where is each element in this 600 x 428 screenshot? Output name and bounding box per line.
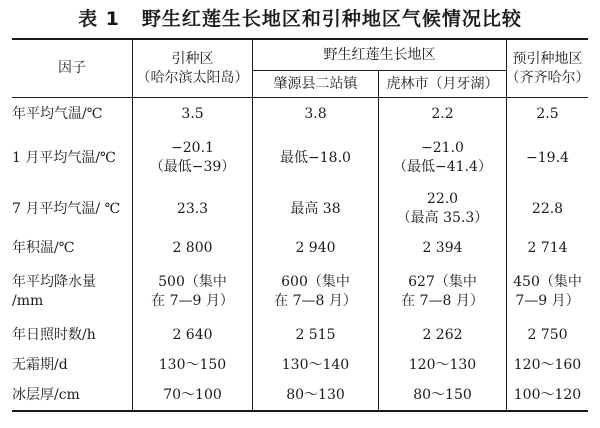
cell-text-line: 2.5 (536, 105, 559, 122)
cell-text-line: 2 714 (527, 239, 568, 256)
cell-intro-area (133, 186, 252, 232)
cell-text-line: −19.4 (526, 149, 569, 166)
cell-wild-site-2 (379, 98, 506, 130)
cell-wild-site-1 (253, 320, 378, 350)
cell-text-line: −20.1 (171, 140, 214, 156)
header-pre-area (507, 40, 588, 97)
cell-text-line: 2 394 (422, 239, 463, 256)
table-title (0, 4, 600, 31)
cell-text-line: 在 7—8 月） (274, 293, 357, 309)
cell-text-line: 年积温/℃ (12, 239, 75, 256)
cell-text-line: 无霜期/d (12, 357, 68, 373)
cell-text-line: （最低−39） (149, 159, 236, 175)
header-pre-area-label: 预引种地区 (512, 50, 583, 67)
cell-text-line: 年平均降水量 (12, 274, 96, 290)
row-factor (12, 264, 132, 320)
cell-wild-site-1 (253, 130, 378, 186)
cell-text-line: 2 750 (527, 326, 568, 343)
header-intro-site-label: （哈尔滨太阳岛） (136, 69, 249, 86)
cell-text-line: 7—9 月） (515, 293, 580, 309)
cell-wild-site-2 (379, 232, 506, 264)
cell-wild-site-2 (379, 130, 506, 186)
cell-wild-site-2 (379, 264, 506, 320)
cell-intro-area (133, 264, 252, 320)
header-intro-area (133, 40, 252, 97)
header-pre-site-label: （齐齐哈尔） (505, 69, 590, 86)
table-caption: 野生红莲生长地区和引种地区气候情况比较 (141, 8, 522, 30)
cell-text-line: 3.5 (181, 105, 204, 122)
cell-text-line: −21.0 (421, 140, 464, 156)
cell-text-line: 130～150 (158, 357, 227, 373)
cell-wild-site-1 (253, 98, 378, 130)
cell-wild-site-1 (253, 232, 378, 264)
row-factor (12, 320, 132, 350)
cell-intro-area (133, 232, 252, 264)
header-wild-site-1-label: 肇源县二站镇 (273, 75, 358, 92)
cell-text-line: （最低−41.4） (393, 159, 492, 175)
cell-text-line: 2 515 (295, 326, 336, 343)
cell-pre-area (507, 98, 588, 130)
cell-wild-site-2 (379, 186, 506, 232)
cell-text-line: 2.2 (431, 105, 454, 122)
cell-text-line: 450（集中 (513, 274, 582, 290)
cell-text-line: 最低−18.0 (280, 149, 351, 166)
row-factor (12, 232, 132, 264)
cell-text-line: 500（集中 (158, 274, 227, 290)
header-factor (12, 40, 132, 97)
cell-wild-site-1 (253, 186, 378, 232)
cell-wild-site-2 (379, 350, 506, 381)
row-factor (12, 381, 132, 410)
cell-text-line: （最高 35.3） (396, 210, 489, 226)
cell-wild-site-1 (253, 350, 378, 381)
header-wild-area-label: 野生红莲生长地区 (323, 46, 436, 63)
cell-intro-area (133, 98, 252, 130)
cell-wild-site-2 (379, 320, 506, 350)
cell-text-line: 2 640 (172, 326, 213, 343)
cell-text-line: 120～160 (513, 357, 582, 373)
cell-text-line: 2 940 (295, 239, 336, 256)
cell-pre-area (507, 186, 588, 232)
cell-pre-area (507, 320, 588, 350)
cell-pre-area (507, 130, 588, 186)
cell-pre-area (507, 264, 588, 320)
cell-wild-site-1 (253, 264, 378, 320)
header-wild-site-2 (379, 71, 506, 97)
cell-text-line: 2 800 (172, 239, 213, 256)
cell-text-line: 2 262 (422, 326, 463, 343)
cell-text-line: 3.8 (304, 105, 327, 122)
cell-text-line: 在 7—8 月） (401, 293, 484, 309)
cell-wild-site-1 (253, 381, 378, 410)
header-wild-site-1 (253, 71, 378, 97)
row-factor (12, 98, 132, 130)
cell-wild-site-2 (379, 381, 506, 410)
cell-pre-area (507, 381, 588, 410)
cell-intro-area (133, 350, 252, 381)
bottom-rule (12, 410, 588, 412)
cropped-footnote-strip (0, 414, 600, 428)
cell-intro-area (133, 320, 252, 350)
cell-text-line: 23.3 (176, 200, 209, 217)
cell-text-line: 年平均气温/℃ (12, 105, 103, 122)
cell-text-line: 在 7—9 月） (151, 293, 234, 309)
cell-text-line: 80～130 (286, 387, 345, 403)
header-factor-label: 因子 (58, 60, 86, 76)
cell-text-line: 130～140 (281, 357, 350, 373)
cell-pre-area (507, 350, 588, 381)
cell-text-line: 120～130 (408, 357, 477, 373)
cell-intro-area (133, 130, 252, 186)
cell-text-line: /mm (12, 293, 44, 309)
cell-text-line: 100～120 (513, 387, 582, 403)
cell-text-line: 627（集中 (408, 274, 477, 290)
cell-intro-area (133, 381, 252, 410)
cell-pre-area (507, 232, 588, 264)
cell-text-line: 600（集中 (281, 274, 350, 290)
cell-text-line: 1 月平均气温/℃ (12, 149, 116, 166)
row-factor (12, 130, 132, 186)
cell-text-line: 年日照时数/h (12, 326, 96, 343)
cell-text-line: 22.0 (426, 191, 459, 207)
table-number: 表 1 (78, 8, 120, 30)
header-wild-site-2-label: 虎林市（月牙湖） (386, 75, 499, 92)
cell-text-line: 7 月平均气温/ ℃ (12, 200, 121, 217)
cell-text-line: 最高 38 (290, 200, 341, 217)
row-factor (12, 350, 132, 381)
cell-text-line: 冰层厚/cm (12, 387, 80, 403)
header-wild-area (253, 40, 506, 70)
header-intro-area-label: 引种区 (171, 50, 214, 67)
cell-text-line: 80～150 (413, 387, 472, 403)
row-factor (12, 186, 132, 232)
cell-text-line: 70～100 (163, 387, 222, 403)
cell-text-line: 22.8 (531, 200, 564, 217)
